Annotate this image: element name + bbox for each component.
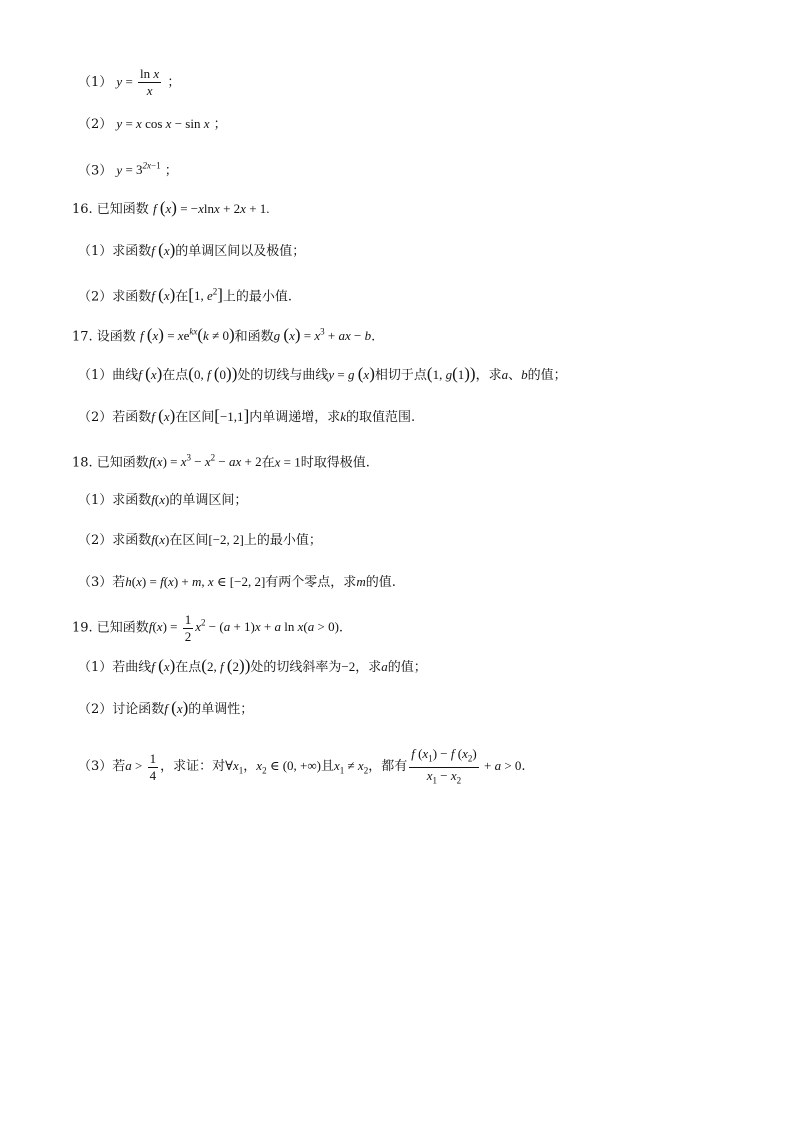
subquestion-19-1: （1）若曲线f (x)在点(2, f (2))处的切线斜率为−2，求a的值； <box>78 656 427 675</box>
item-suffix: 的值； <box>527 368 567 383</box>
formula: f (x) = −xlnx + 2x + 1. <box>152 198 270 217</box>
item-label: （3）若 <box>78 759 126 775</box>
subquestion-15-2: （2） y = x cos x − sin x ； <box>78 116 227 132</box>
subquestion-15-1: （1） y = $\frac{\text{ln x}}{x}$ ； <box>78 66 181 98</box>
formula: y <box>116 162 123 178</box>
question-stem: 17. 设函数 <box>72 329 136 345</box>
item-label: （1）若曲线 <box>78 660 152 675</box>
subquestion-19-2: （2）讨论函数f (x)的单调性； <box>78 698 254 717</box>
subquestion-18-3: （3）若h(x) = f(x) + m, x ∈ [−2, 2]有两个零点，求m的值. <box>78 574 396 590</box>
question-19: 19. 已知函数f(x) = $\frac{1}{2}$ $x^2 - (a + 1)x + a$ ln x(a > 0). <box>72 612 344 644</box>
question-16 <box>72 198 270 220</box>
formula: y <box>116 116 123 131</box>
item-label: （1）曲线 <box>78 368 139 383</box>
item-suffix: 的值； <box>387 660 427 675</box>
subquestion-18-1: （1）求函数f(x)的单调区间； <box>78 492 248 508</box>
subquestion-15-3: （3） $y = 3^{2x-1}$ ； <box>78 161 178 179</box>
item-label: （3）若 <box>78 575 126 590</box>
item-suffix: 的单调性； <box>188 702 254 717</box>
question-stem: 16. 已知函数 <box>72 202 149 217</box>
item-suffix: 的单调区间以及极值； <box>175 244 306 259</box>
subquestion-17-1: （1）曲线f (x)在点(0, f (0))处的切线与曲线y = g (x)相切于点(1, g(1))，求a、b的值； <box>78 364 567 383</box>
item-suffix: 的取值范围. <box>346 410 416 425</box>
fraction: $\frac{\text{ln x}}{x}$ <box>140 66 160 98</box>
question-18: 18. 已知函数$f(x) = x^3 - x^2$ − ax + 2在x = 1时取得极值. <box>72 453 370 471</box>
item-suffix: 的单调区间； <box>169 493 248 508</box>
item-label: （1）求函数 <box>78 493 152 508</box>
item-suffix: 上的最小值. <box>222 289 293 305</box>
item-label: （2）讨论函数 <box>78 702 165 717</box>
item-suffix: 上的最小值； <box>243 533 322 548</box>
question-stem: 18. 已知函数 <box>72 455 149 471</box>
item-label: （2）若函数 <box>78 410 152 425</box>
item-label: （3） <box>78 163 113 179</box>
item-label: （2） <box>78 117 113 132</box>
item-suffix: ； <box>164 163 178 179</box>
item-suffix: 的值. <box>365 575 396 590</box>
question-17: 17. 设函数 f $(x) = xe^{kx}(k \ne 0)$和函数g $(x) = x^3$ + ax − b. <box>72 325 376 345</box>
subquestion-16-2: （2）求函数f (x)在[1, $e^2$]上的最小值. <box>78 285 293 305</box>
subquestion-16-1: （1）求函数f (x)的单调区间以及极值； <box>78 240 306 259</box>
question-stem: 19. 已知函数 <box>72 620 149 636</box>
item-suffix: ； <box>167 75 181 90</box>
item-label: （1）求函数 <box>78 244 152 259</box>
subquestion-17-2: （2）若函数f (x)在区间[−1,1]内单调递增，求k的取值范围. <box>78 406 416 425</box>
item-label: （2）求函数 <box>78 533 152 548</box>
item-label: （1） <box>78 75 113 90</box>
subquestion-19-3: （3）若a > $\frac{1}{4}$ ，求证：对$\forall x_1$，$x_2$ ∈ (0, +∞)且$x_1 \ne x_2$，都有 $\frac{f (x_1) - f (x_2)}{x_1 - x_2}$ + a > 0. <box>78 746 526 786</box>
formula: y <box>116 74 123 89</box>
subquestion-18-2: （2）求函数f(x)在区间[−2, 2]上的最小值； <box>78 532 322 548</box>
item-label: （2）求函数 <box>78 289 152 305</box>
item-suffix: ； <box>213 117 227 132</box>
